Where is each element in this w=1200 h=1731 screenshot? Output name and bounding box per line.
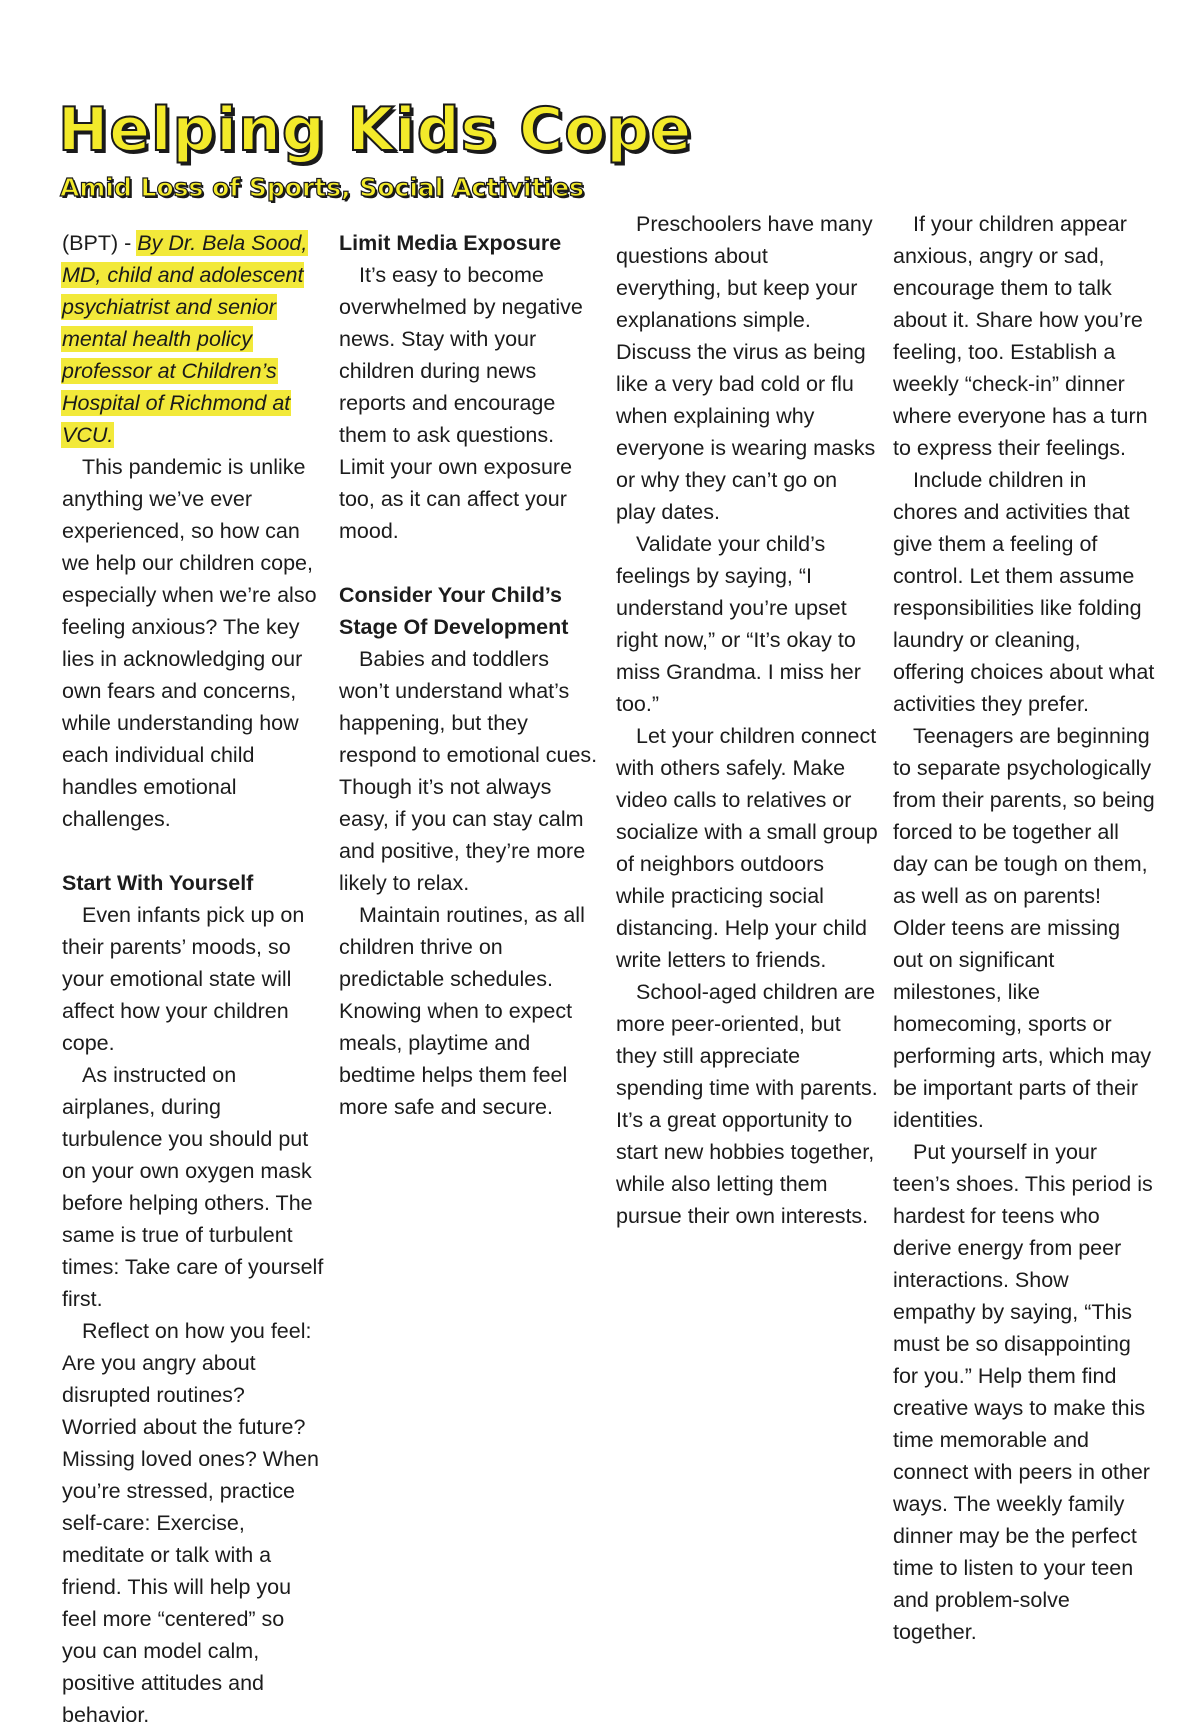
body-paragraph: Put yourself in your teen’s shoes. This period is hardest for teens who derive energy from peer interactions. Show empathy by saying, “This must be so disappointing for you.” Help them find creative ways to make this time memorable and connect with peers in other ways. The weekly family dinner may be the perfect time to listen to your teen and problem-solve together. [893,1140,1153,1644]
body-paragraph: Include children in chores and activities that give them a feeling of control. Let them assume responsibilities like folding laundry or cleaning, offering choices about what activities they prefer. [893,468,1155,716]
body-paragraph: It’s easy to become overwhelmed by negative news. Stay with your children during news reports and encourage them to ask questions. Limit your own exposure too, as it can affect your mood. [339,263,583,543]
article-headline: Helping Kids Cope [58,95,693,165]
dateline: (BPT) - [62,231,138,255]
body-paragraph: Even infants pick up on their parents’ moods, so your emotional state will affect how your children cope. [62,903,305,1055]
section-heading-consider-development: Consider Your Child’s Stage Of Development [339,583,569,639]
author-byline: By Dr. Bela Sood, MD, child and adolescent psychiatrist and senior mental health policy professor at Children’s Hospital of Richmond at VCU. [62,231,308,447]
article-subheadline: Amid Loss of Sports, Social Activities [60,173,584,202]
byline-paragraph [62,227,324,451]
body-paragraph: Let your children connect with others safely. Make video calls to relatives or socialize with a small group of neighbors outdoors while practicing social distancing. Help your child write letters to friends. [616,724,878,972]
intro-paragraph: This pandemic is unlike anything we’ve ever experienced, so how can we help our children cope, especially when we’re also feeling anxious? The key lies in acknowledging our own fears and concerns, while understanding how each individual child handles emotional challenges. [62,455,317,831]
article-column-2 [339,227,601,1123]
article-column-3 [616,208,878,1232]
body-paragraph: Reflect on how you feel: Are you angry about disrupted routines? Worried about the future? Missing loved ones? When you’re stressed, practice self-care: Exercise, meditate or talk with a friend. This will help you feel more “centered” so you can model calm, positive attitudes and behavior. [62,1319,319,1727]
body-paragraph: If your children appear anxious, angry or sad, encourage them to talk about it. Share how you’re feeling, too. Establish a weekly “check-in” dinner where everyone has a turn to express their feelings. [893,212,1148,460]
body-paragraph: Preschoolers have many questions about everything, but keep your explanations simple. Discuss the virus as being like a very bad cold or flu when explaining why everyone is wearing masks or why they can’t go on play dates. [616,212,876,524]
article-column-4 [893,208,1155,1648]
body-paragraph: Babies and toddlers won’t understand what’s happening, but they respond to emotional cues. Though it’s not always easy, if you can stay calm and positive, they’re more likely to relax. [339,647,598,895]
body-paragraph: Validate your child’s feelings by saying, “I understand you’re upset right now,” or “It’s okay to miss Grandma. I miss her too.” [616,532,861,716]
body-paragraph: School-aged children are more peer-oriented, but they still appreciate spending time with parents. It’s a great opportunity to start new hobbies together, while also letting them pursue their own interests. [616,980,878,1228]
body-paragraph: Maintain routines, as all children thrive on predictable schedules. Knowing when to expect meals, playtime and bedtime helps them feel more safe and secure. [339,903,585,1119]
section-heading-start-with-yourself: Start With Yourself [62,871,254,895]
article-column-1 [62,227,324,1731]
body-paragraph: As instructed on airplanes, during turbulence you should put on your own oxygen mask before helping others. The same is true of turbulent times: Take care of yourself first. [62,1063,324,1311]
body-paragraph: Teenagers are beginning to separate psychologically from their parents, so being forced to be together all day can be tough on them, as well as on parents! Older teens are missing out on significant milestones, like homecoming, sports or performing arts, which may be important parts of their identities. [893,724,1155,1132]
section-heading-limit-media-exposure: Limit Media Exposure [339,231,562,255]
